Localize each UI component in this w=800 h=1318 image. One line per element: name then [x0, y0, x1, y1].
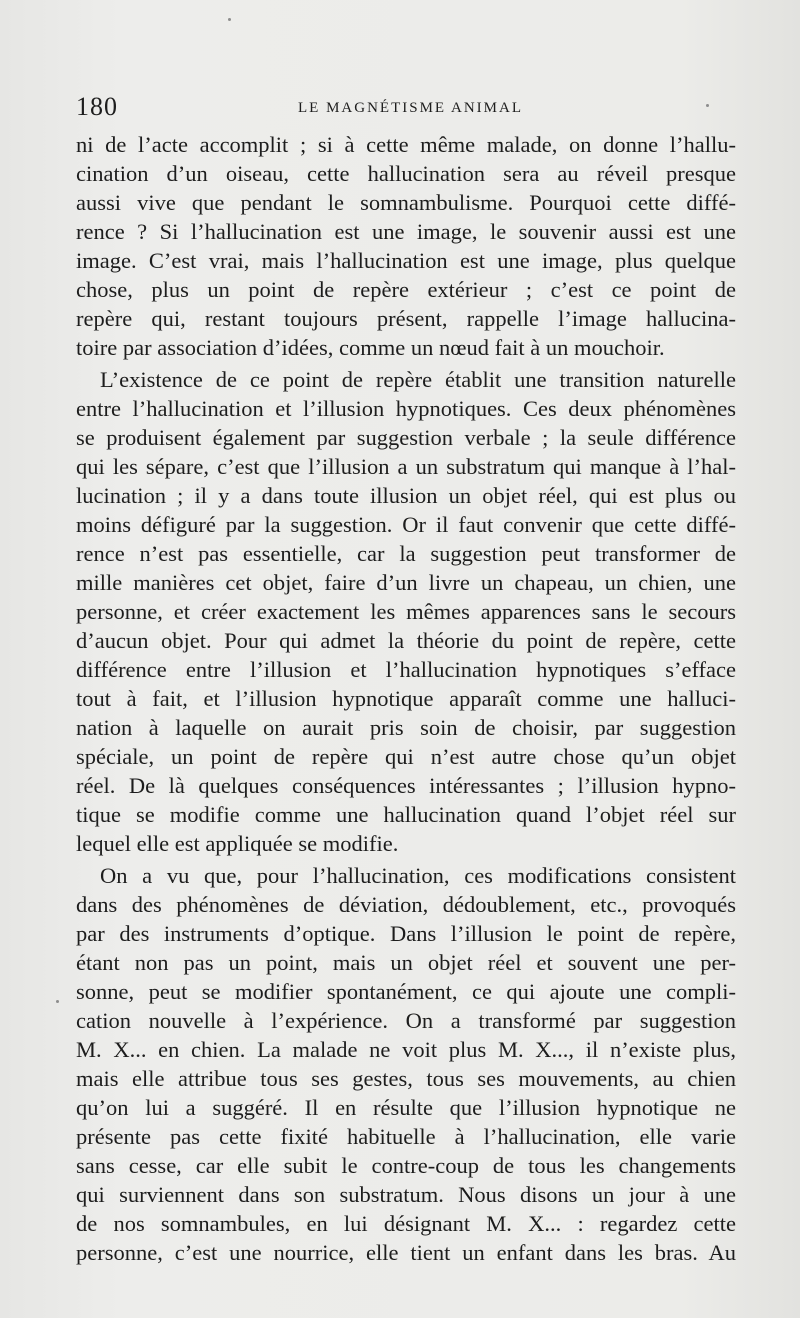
page-header: [76, 92, 776, 124]
text-line: cination d’un oiseau, cette hallucination sera au réveil presque: [76, 161, 736, 186]
text-line: image. C’est vrai, mais l’hallucination est une image, plus quelque: [76, 248, 736, 273]
text-line: rence n’est pas essentielle, car la suggestion peut transformer de: [76, 541, 736, 566]
text-line: sonne, peut se modifier spontanément, ce qui ajoute une compli-: [76, 979, 736, 1004]
text-line: repère qui, restant toujours présent, rappelle l’image hallucina-: [76, 306, 736, 331]
text-line: tout à fait, et l’illusion hypnotique apparaît comme une halluci-: [76, 686, 736, 711]
text-line: ni de l’acte accomplit ; si à cette même malade, on donne l’hallu-: [76, 132, 736, 157]
text-line: dans des phénomènes de déviation, dédoublement, etc., provoqués: [76, 892, 736, 917]
text-line: L’existence de ce point de repère établit une transition naturelle: [100, 367, 736, 392]
text-line: chose, plus un point de repère extérieur ; c’est ce point de: [76, 277, 736, 302]
text-line: tique se modifie comme une hallucination quand l’objet réel sur: [76, 802, 736, 827]
text-line: étant non pas un point, mais un objet réel et souvent une per-: [76, 950, 736, 975]
text-line: se produisent également par suggestion verbale ; la seule différence: [76, 425, 736, 450]
text-line: mais elle attribue tous ses gestes, tous ses mouvements, au chien: [76, 1066, 736, 1091]
text-line: M. X... en chien. La malade ne voit plus M. X..., il n’existe plus,: [76, 1037, 736, 1062]
text-line: qu’on lui a suggéré. Il en résulte que l’illusion hypnotique ne: [76, 1095, 736, 1120]
text-line: différence entre l’illusion et l’hallucination hypnotiques s’efface: [76, 657, 736, 682]
text-line: aussi vive que pendant le somnambulisme. Pourquoi cette diffé-: [76, 190, 736, 215]
text-line: de nos somnambules, en lui désignant M. X... : regardez cette: [76, 1211, 736, 1236]
text-line: par des instruments d’optique. Dans l’illusion le point de repère,: [76, 921, 736, 946]
running-title: LE MAGNÉTISME ANIMAL: [298, 100, 523, 116]
text-line: toire par association d’idées, comme un nœud fait à un mouchoir.: [76, 335, 665, 360]
text-line: qui surviennent dans son substratum. Nous disons un jour à une: [76, 1182, 736, 1207]
text-line: sans cesse, car elle subit le contre-coup de tous les changements: [76, 1153, 736, 1178]
paper-speck: [56, 1000, 59, 1003]
text-line: présente pas cette fixité habituelle à l’hallucination, elle varie: [76, 1124, 736, 1149]
text-line: d’aucun objet. Pour qui admet la théorie du point de repère, cette: [76, 628, 736, 653]
paper-speck: [228, 18, 231, 21]
text-line: spéciale, un point de repère qui n’est autre chose qu’un objet: [76, 744, 736, 769]
text-line: réel. De là quelques conséquences intéressantes ; l’illusion hypno-: [76, 773, 736, 798]
text-line: mille manières cet objet, faire d’un livre un chapeau, un chien, une: [76, 570, 736, 595]
text-line: lequel elle est appliquée se modifie.: [76, 831, 399, 856]
paragraph: [76, 365, 736, 858]
text-line: entre l’hallucination et l’illusion hypnotiques. Ces deux phénomènes: [76, 396, 736, 421]
paragraph: [76, 861, 736, 1267]
text-line: moins défiguré par la suggestion. Or il faut convenir que cette diffé-: [76, 512, 736, 537]
paragraph: [76, 130, 736, 362]
text-line: lucination ; il y a dans toute illusion un objet réel, qui est plus ou: [76, 483, 736, 508]
text-line: qui les sépare, c’est que l’illusion a un substratum qui manque à l’hal-: [76, 454, 736, 479]
text-line: personne, et créer exactement les mêmes apparences sans le secours: [76, 599, 736, 624]
text-line: On a vu que, pour l’hallucination, ces modifications consistent: [100, 863, 736, 888]
text-line: nation à laquelle on aurait pris soin de choisir, par suggestion: [76, 715, 736, 740]
text-line: cation nouvelle à l’expérience. On a transformé par suggestion: [76, 1008, 736, 1033]
page-number: 180: [76, 92, 118, 121]
paper-speck: [706, 104, 709, 107]
body-text: [76, 130, 736, 1267]
text-line: personne, c’est une nourrice, elle tient un enfant dans les bras. Au: [76, 1240, 736, 1265]
text-line: rence ? Si l’hallucination est une image, le souvenir aussi est une: [76, 219, 736, 244]
